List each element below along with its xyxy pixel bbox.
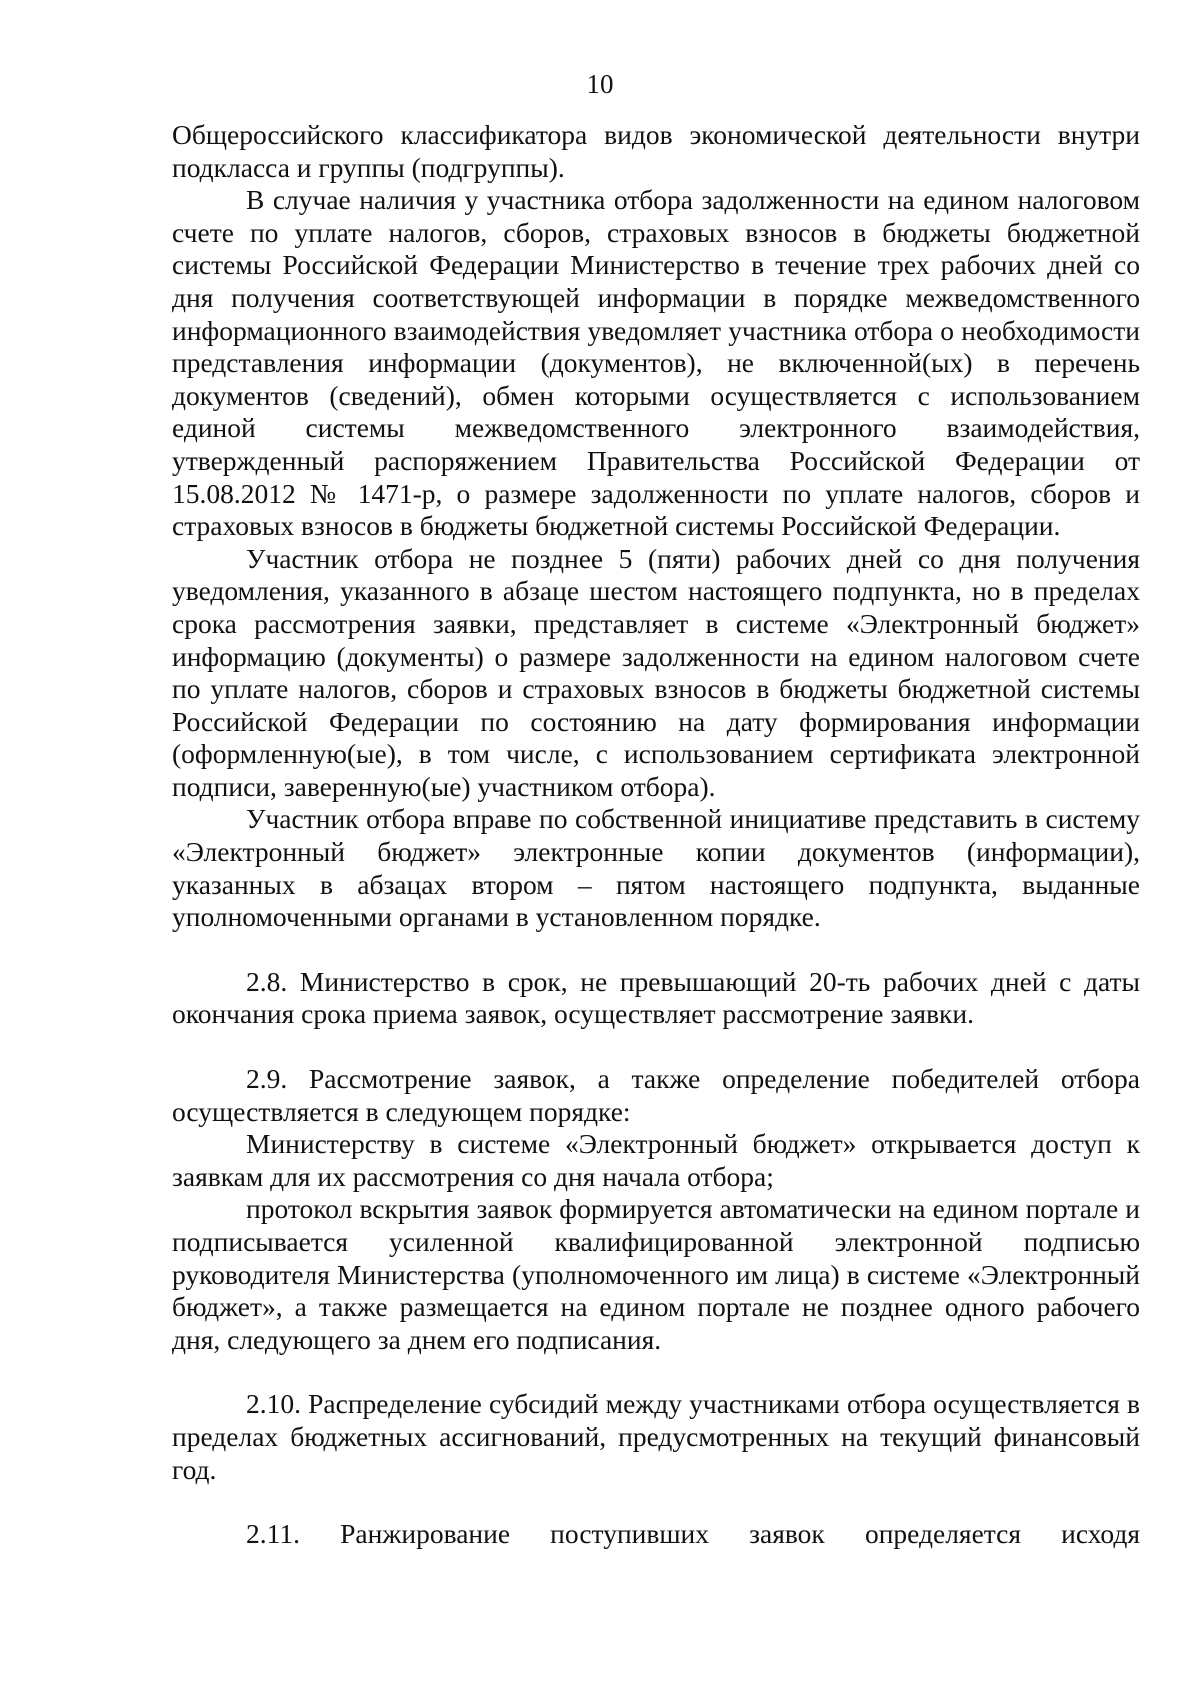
paragraph-participant-initiative: Участник отбора вправе по собственной инициативе представить в систему «Электронный бюджет» электронные копии документов (информации), указанных в абзацах втором – пятом настоящего подпункта, выданные уполномоченными органами в установленном порядке.	[172, 803, 1140, 933]
document-body	[172, 119, 1140, 1551]
paragraph-2-11: 2.11. Ранжирование поступивших заявок определяется исходя	[246, 1518, 1140, 1550]
paragraph-2-9: 2.9. Рассмотрение заявок, а также определение победителей отбора осуществляется в следующем порядке:	[172, 1063, 1140, 1127]
paragraph-2-9-access: Министерству в системе «Электронный бюджет» открывается доступ к заявкам для их рассмотрения со дня начала отбора;	[172, 1128, 1140, 1192]
paragraph-debt-notice: В случае наличия у участника отбора задолженности на едином налоговом счете по уплате налогов, сборов, страховых взносов в бюджеты бюджетной системы Российской Федерации Министерство в течение трех рабочих дней со дня получения соответствующей информации в порядке межведомственного информационного взаимодействия уведомляет участника отбора о необходимости представления информации (документов), не включенной(ых) в перечень документов (сведений), обмен которыми осуществляется с использованием единой системы межведомственного электронного взаимодействия, утвержденный распоряжением Правительства Российской Федерации от 15.08.2012 № 1471-р, о размере задолженности по уплате налогов, сборов и страховых взносов в бюджеты бюджетной системы Российской Федерации.	[172, 184, 1140, 542]
paragraph-continuation: Общероссийского классификатора видов экономической деятельности внутри подкласса и группы (подгруппы).	[172, 119, 1140, 183]
paragraph-2-10: 2.10. Распределение субсидий между участниками отбора осуществляется в пределах бюджетных ассигнований, предусмотренных на текущий финансовый год.	[172, 1388, 1140, 1485]
paragraph-2-9-protocol: протокол вскрытия заявок формируется автоматически на едином портале и подписывается усиленной квалифицированной электронной подписью руководителя Министерства (уполномоченного им лица) в системе «Электронный бюджет», а также размещается на едином портале не позднее одного рабочего дня, следующего за днем его подписания.	[172, 1193, 1140, 1355]
page-number: 10	[586, 69, 614, 99]
paragraph-2-8: 2.8. Министерство в срок, не превышающий 20-ть рабочих дней с даты окончания срока приема заявок, осуществляет рассмотрение заявки.	[172, 965, 1140, 1030]
paragraph-participant-submission: Участник отбора не позднее 5 (пяти) рабочих дней со дня получения уведомления, указанного в абзаце шестом настоящего подпункта, но в пределах срока рассмотрения заявки, представляет в системе «Электронный бюджет» информацию (документы) о размере задолженности на едином налоговом счете по уплате налогов, сборов и страховых взносов в бюджеты бюджетной системы Российской Федерации по состоянию на дату формирования информации (оформленную(ые), в том числе, с использованием сертификата электронной подписи, заверенную(ые) участником отбора).	[172, 542, 1140, 802]
